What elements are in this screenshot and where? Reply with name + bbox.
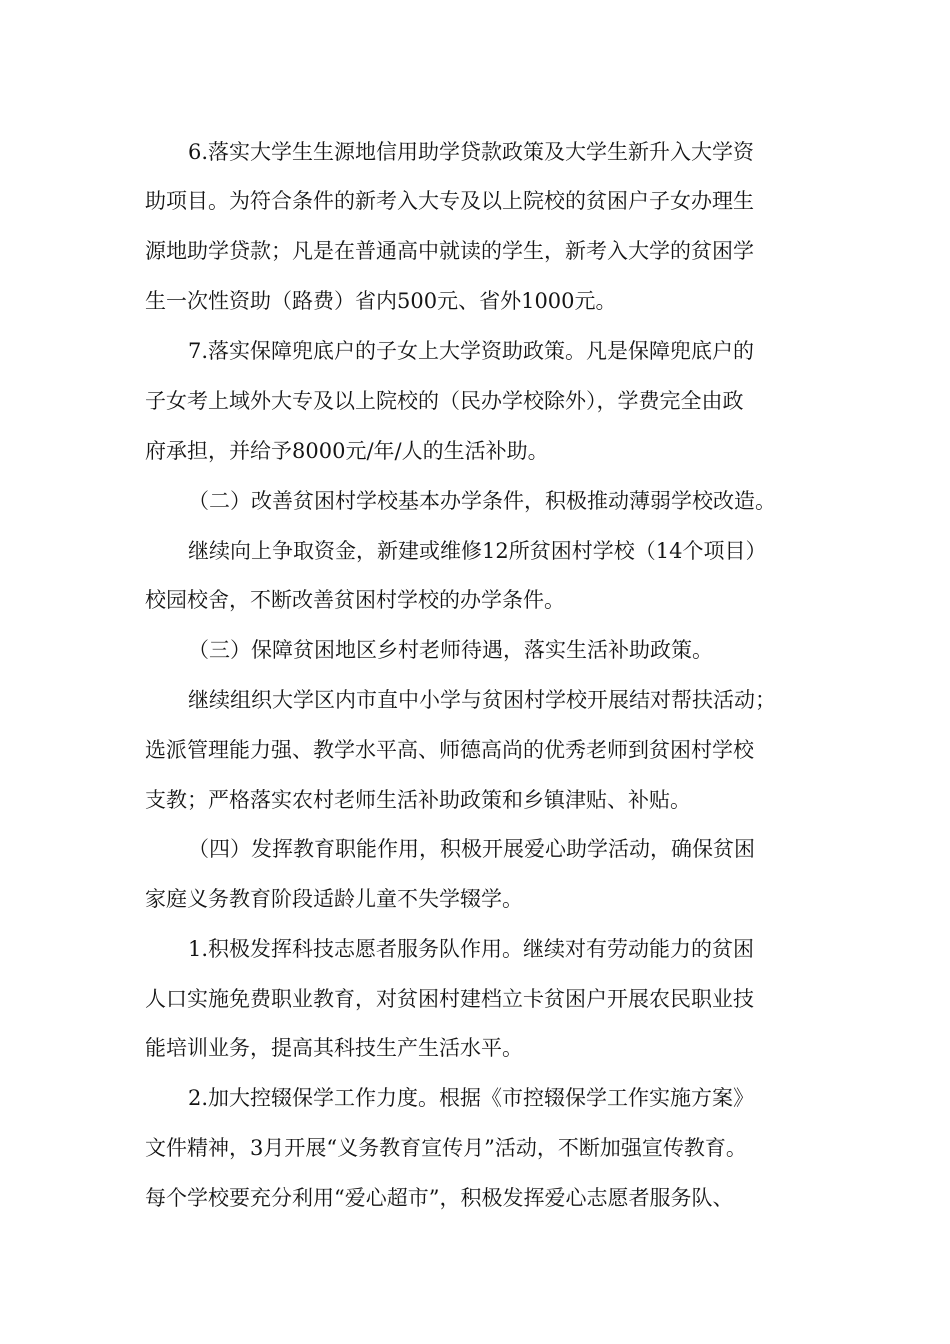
paragraph-6-line-2: 助项目。为符合条件的新考入大专及以上院校的贫困户子女办理生 [145,189,754,213]
item-1-line-1: 1.积极发挥科技志愿者服务队作用。继续对有劳动能力的贫困 [188,937,755,961]
paragraph-6-line-1: 6.落实大学生生源地信用助学贷款政策及大学生新升入大学资 [188,140,755,164]
paragraph-7-line-3: 府承担，并给予8000元/年/人的生活补助。 [145,439,549,463]
section-3-body-line-3: 支教；严格落实农村老师生活补助政策和乡镇津贴、补贴。 [145,788,691,812]
item-2-line-3: 每个学校要充分利用“爱心超市”，积极发挥爱心志愿者服务队、 [145,1186,734,1210]
section-4-heading-line-2: 家庭义务教育阶段适龄儿童不失学辍学。 [145,887,523,911]
item-1-line-3: 能培训业务，提高其科技生产生活水平。 [145,1036,523,1060]
section-3-body-line-2: 选派管理能力强、教学水平高、师德高尚的优秀老师到贫困村学校 [145,738,754,762]
item-1-line-2: 人口实施免费职业教育，对贫困村建档立卡贫困户开展农民职业技 [145,987,754,1011]
item-2-line-1: 2.加大控辍保学工作力度。根据《市控辍保学工作实施方案》 [188,1086,755,1110]
section-2-body-line-2: 校园校舍，不断改善贫困村学校的办学条件。 [145,588,565,612]
paragraph-6-line-3: 源地助学贷款；凡是在普通高中就读的学生，新考入大学的贫困学 [145,239,754,263]
paragraph-6-line-4: 生一次性资助（路费）省内500元、省外1000元。 [145,289,617,313]
paragraph-7-line-2: 子女考上域外大专及以上院校的（民办学校除外），学费完全由政 [145,389,744,413]
section-3-heading: （三）保障贫困地区乡村老师待遇，落实生活补助政策。 [188,638,713,662]
section-3-body-line-1: 继续组织大学区内市直中小学与贫困村学校开展结对帮扶活动； [188,688,776,712]
section-2-heading: （二）改善贫困村学校基本办学条件，积极推动薄弱学校改造。 [188,489,776,513]
item-2-line-2: 文件精神，3月开展“义务教育宣传月”活动，不断加强宣传教育。 [145,1136,747,1160]
section-2-body-line-1: 继续向上争取资金，新建或维修12所贫困村学校（14个项目） [188,539,767,563]
section-4-heading-line-1: （四）发挥教育职能作用，积极开展爱心助学活动，确保贫困 [188,837,755,861]
paragraph-7-line-1: 7.落实保障兜底户的子女上大学资助政策。凡是保障兜底户的 [188,339,755,363]
